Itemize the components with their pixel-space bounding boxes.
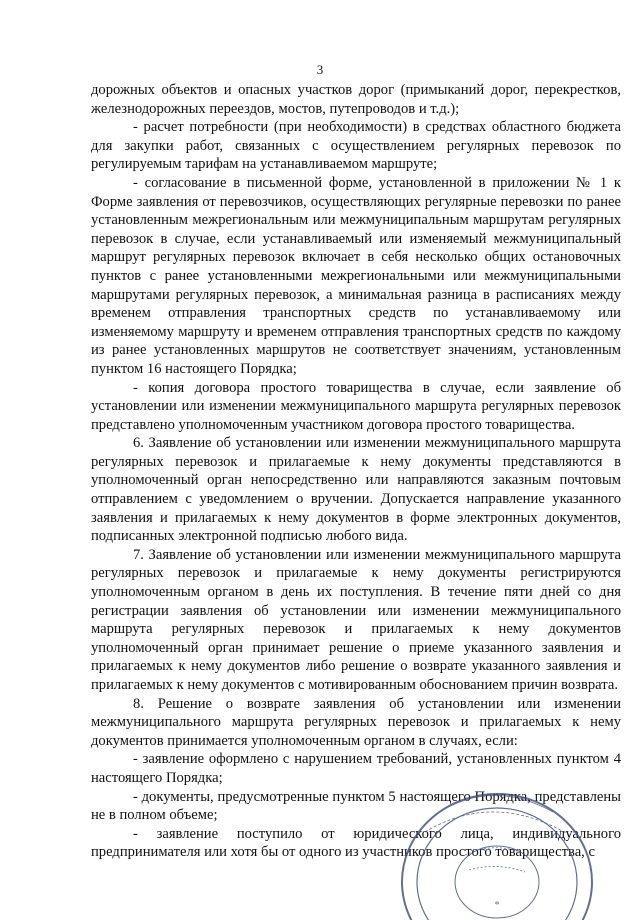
- paragraph: - заявление оформлено с нарушением требований, установленных пунктом 4 настоящего Порядка;: [91, 751, 621, 786]
- paragraph: дорожных объектов и опасных участков дорог (примыканий дорог, перекрестков, железнодорожных переездов, мостов, путепроводов и т.д.);: [91, 82, 621, 117]
- paragraph: - расчет потребности (при необходимости) в средствах областного бюджета для закупки работ, связанных с осуществлением регулярных перевозок по регулируемым тарифам на устанавливаемом маршруте;: [91, 119, 621, 173]
- paragraph: - документы, предусмотренные пунктом 5 настоящего Порядка, представлены не в полном объеме;: [91, 788, 621, 824]
- paragraph: 7. Заявление об установлении или изменении межмуниципального маршрута регулярных перевозок и прилагаемые к нему документы регистрируются уполномоченным органом в день их поступления. В течение пяти дней со дня регистрации заявления об установлении или изменении межмуниципального маршрута регулярных перевозок и прилагаемых к нему документов уполномоченный орган принимает решение о приеме указанного заявления и прилагаемых к нему документов либо решение о возврате указанного заявления и прилагаемых к нему документов с мотивированным обоснованием причин возврата.: [91, 546, 621, 693]
- svg-text:*: *: [494, 900, 500, 911]
- paragraph: 8. Решение о возврате заявления об установлении или изменении межмуниципального маршрута регулярных перевозок и прилагаемых к нему документов принимается уполномоченным органом в случаях, если:: [91, 695, 621, 749]
- paragraph: - согласование в письменной форме, установленной в приложении № 1 к Форме заявления от перевозчиков, осуществляющих регулярные перевозки по ранее установленным межрегиональным или межмуниципальным маршрутам регулярных перевозок в случае, если устанавливаемый или изменяемый межмуниципальный маршрут регулярных перевозок включает в себя несколько общих остановочных пунктов с ранее установленными межрегиональными или межмуниципальными маршрутами регулярных перевозок, а минимальная разница в расписаниях между временем отправления транспортных средств по устанавливаемому или изменяемому маршруту и временем отправления транспортных средств по каждому из ранее установленных маршрутов не соответствует значениям, установленным пунктом 16 настоящего Порядка;: [91, 174, 621, 377]
- paragraph: 6. Заявление об установлении или изменении межмуниципального маршрута регулярных перевозок и прилагаемые к нему документы представляются в уполномоченный орган непосредственно или направляются заказным почтовым отправлением с уведомлением о вручении. Допускается направление указанного заявления и прилагаемых к нему документов в форме электронных документов, подписанных электронной подписью любого вида.: [91, 435, 621, 545]
- paragraph: - копия договора простого товарищества в случае, если заявление об установлении или изменении межмуниципального маршрута регулярных перевозок представлено уполномоченным участником договора простого товарищества.: [91, 379, 621, 433]
- official-stamp: [395, 770, 600, 920]
- page-number: 3: [316, 62, 324, 77]
- paragraph: - заявление поступило от юридического лица, индивидуального предпринимателя или хотя бы от одного из участников простого товарищества, с: [91, 825, 621, 861]
- document-body: [91, 81, 621, 862]
